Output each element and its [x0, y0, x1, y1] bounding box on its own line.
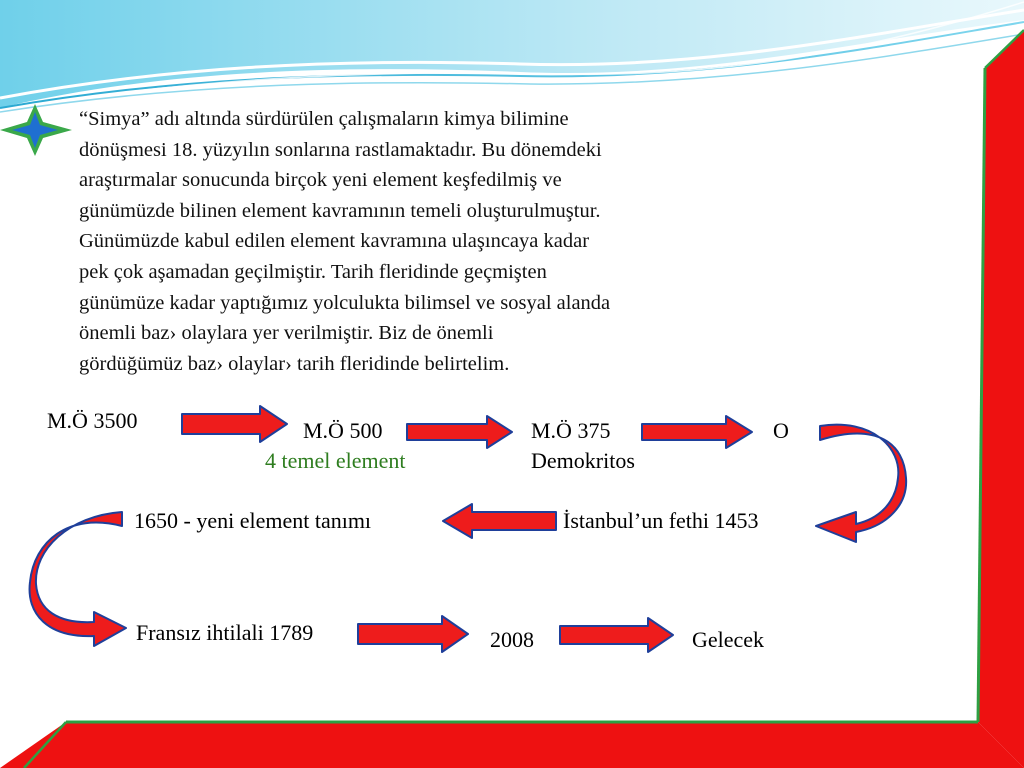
timeline-label-mo375: M.Ö 375: [531, 418, 611, 443]
timeline-label-gelecek: Gelecek: [692, 627, 765, 652]
paragraph-line: pek çok aşamadan geçilmiştir. Tarih fleridinde geçmişten: [79, 260, 547, 283]
timeline-label-mo3500: M.Ö 3500: [47, 408, 138, 433]
paragraph-line: gördüğümüz baz› olaylar› tarih fleridinde belirtelim.: [79, 352, 510, 375]
timeline-label-fransiz-ihtilali-1789: Fransız ihtilali 1789: [136, 620, 314, 645]
timeline-label-1650: 1650 - yeni element tanımı: [134, 508, 372, 533]
paragraph-line: önemli baz› olaylara yer verilmiştir. Biz de önemli: [79, 322, 494, 345]
top-wave-decoration: [0, 0, 1024, 112]
timeline-label-mo500: M.Ö 500: [303, 418, 383, 443]
timeline-note-demokritos: Demokritos: [531, 448, 635, 473]
timeline-label-2008: 2008: [490, 627, 534, 652]
curved-arrow-down-right-icon: [28, 506, 128, 652]
arrow-right-icon: [180, 404, 290, 444]
paragraph-line: “Simya” adı altında sürdürülen çalışmaların kimya bilimine: [79, 108, 569, 130]
arrow-right-icon: [640, 414, 755, 450]
paragraph-line: dönüşmesi 18. yüzyılın sonlarına rastlamaktadır. Bu dönemdeki: [79, 138, 602, 161]
paragraph-line: günümüze kadar yaptığımız yolculukta bilimsel ve sosyal alanda: [79, 291, 611, 314]
arrow-right-icon: [405, 414, 515, 450]
paragraph-line: araştırmalar sonucunda birçok yeni element keşfedilmiş ve: [79, 169, 562, 192]
four-point-star-icon: [0, 104, 72, 156]
paragraph-line: Günümüzde kabul edilen element kavramına ulaşıncaya kadar: [79, 230, 590, 253]
timeline-note-4-temel-element: 4 temel element: [265, 448, 406, 473]
arrow-right-icon: [558, 616, 676, 654]
paragraph-line: günümüzde bilinen element kavramının temeli oluşturulmuştur.: [79, 199, 601, 222]
arrow-left-icon: [440, 502, 558, 540]
timeline-label-istanbul-1453: İstanbul’un fethi 1453: [563, 508, 759, 533]
arrow-right-icon: [356, 614, 471, 654]
timeline-label-o: O: [773, 418, 789, 443]
intro-paragraph: [79, 104, 779, 379]
curved-arrow-down-left-icon: [812, 418, 908, 546]
